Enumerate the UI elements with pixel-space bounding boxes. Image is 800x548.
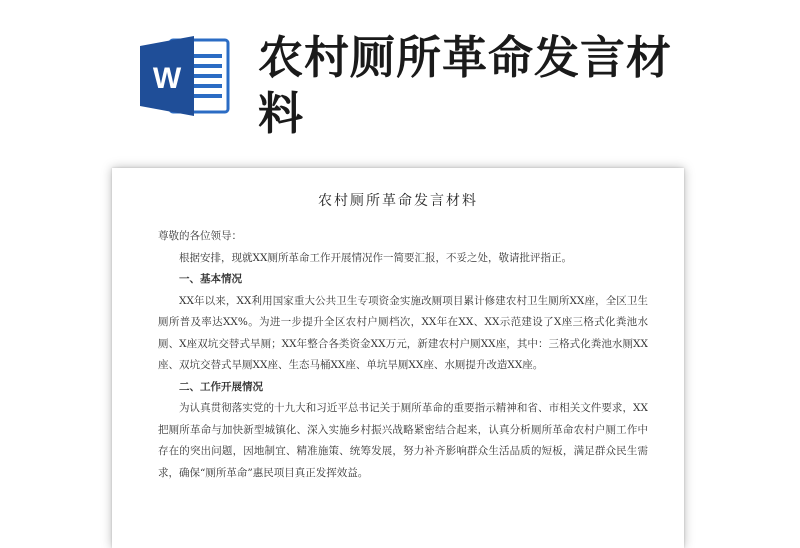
intro-paragraph: 根据安排，现就XX厕所革命工作开展情况作一简要汇报，不妥之处，敬请批评指正。 bbox=[179, 251, 572, 264]
word-logo-icon bbox=[140, 36, 232, 116]
header-banner bbox=[0, 0, 800, 140]
section1-heading: 一、基本情况 bbox=[179, 273, 242, 285]
document-page bbox=[112, 168, 684, 548]
document-body bbox=[158, 226, 648, 484]
section2-heading: 二、工作开展情况 bbox=[179, 380, 263, 393]
section1-paragraph: XX年以来，XX利用国家重大公共卫生专项资金实施改厕项目累计修建农村卫生厕所XX座，全区卫生厕所普及率达XX%。为进一步提升全区农村户厕档次，XX年在XX、XX示范建设了X座三格式化粪池水厕、X座双坑交替式旱厕；XX年整合各类资金XX万元，新建农村户厕XX座，其中：三格式化粪池水厕XX座、双坑交替式旱厕XX座、生态马桶XX座、单坑旱厕XX座、水厕提升改造XX座。 bbox=[158, 294, 648, 371]
word-logo-letter: W bbox=[152, 62, 182, 95]
document-title: 农村厕所革命发言材料 bbox=[318, 193, 478, 209]
section2-paragraph: 为认真贯彻落实党的十九大和习近平总书记关于厕所革命的重要指示精神和省、市相关文件要求，XX把厕所革命与加快新型城镇化、深入实施乡村振兴战略紧密结合起来，认真分析厕所革命农村户厕工作中存在的突出问题，因地制宜、精准施策、统筹发展，努力补齐影响群众生活品质的短板，满足群众民生需求，确保“厕所革命”惠民项目真正发挥效益。 bbox=[158, 402, 648, 479]
salutation: 尊敬的各位领导： bbox=[158, 230, 242, 242]
banner-title: 农村厕所革命发言材料 bbox=[258, 31, 673, 140]
